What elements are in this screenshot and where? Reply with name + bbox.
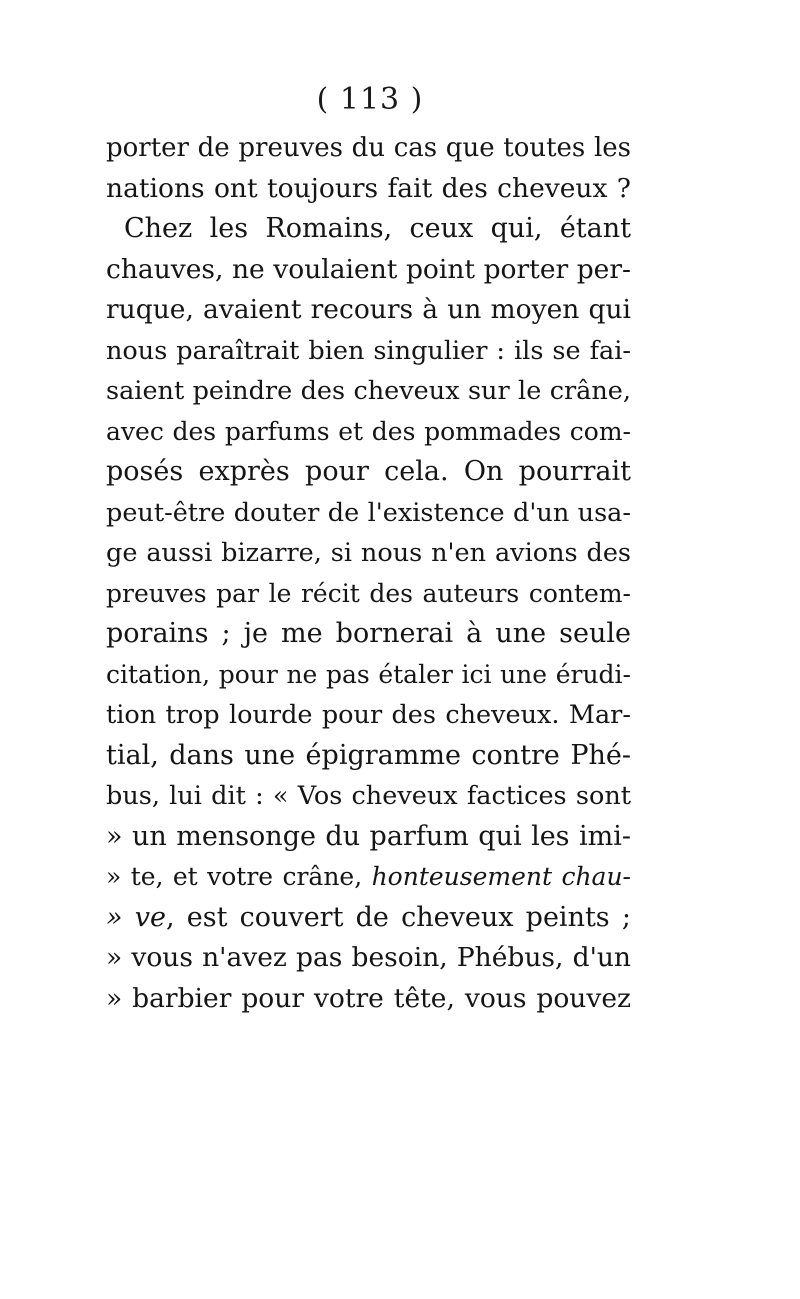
page-number: ( 113 ) <box>316 82 424 117</box>
text-line-mixed <box>106 857 631 898</box>
text-line: porains ; je me bornerai à une seule <box>106 618 631 649</box>
text-line: ge aussi bizarre, si nous n'en avions des <box>106 538 631 568</box>
text-line: Chez les Romains, ceux qui, étant <box>124 213 631 244</box>
text-line: avec des parfums et des pommades com- <box>106 416 631 446</box>
text-line: » vous n'avez pas besoin, Phébus, d'un <box>106 942 631 973</box>
text-line: » un mensonge du parfum qui les imi- <box>106 820 631 852</box>
text-line: tial, dans une épigramme contre Phé- <box>106 739 631 771</box>
text-line: saient peindre des cheveux sur le crâne, <box>106 376 631 406</box>
text-line: nations ont toujours fait des cheveux ? <box>106 172 631 204</box>
text-line: posés exprès pour cela. On pourrait <box>106 456 631 487</box>
text-line: bus, lui dit : « Vos cheveux factices sont <box>106 781 631 811</box>
text-line: citation, pour ne pas étaler ici une érudi- <box>106 659 631 689</box>
text-line: tion trop lourde pour des cheveux. Mar- <box>106 700 631 730</box>
text-line: » barbier pour votre tête, vous pouvez <box>106 982 631 1014</box>
text-line: preuves par le récit des auteurs contem- <box>106 578 631 608</box>
text-line: peut-être douter de l'existence d'un usa- <box>106 497 631 528</box>
text-line: chauves, ne voulaient point porter per- <box>106 253 631 285</box>
text-line-mixed <box>106 898 631 939</box>
italic-text-segment: » ve <box>106 901 166 933</box>
text-segment: » te, et votre crâne, <box>106 862 372 891</box>
body-text <box>106 128 631 1019</box>
text-segment: , est couvert de cheveux peints ; <box>165 901 631 933</box>
text-line: porter de preuves du cas que toutes les <box>106 133 631 163</box>
text-line: ruque, avaient recours à un moyen qui <box>106 294 631 325</box>
italic-text-segment: honteusement chau- <box>371 862 631 891</box>
text-line: nous paraîtrait bien singulier : ils se fai- <box>106 335 631 366</box>
